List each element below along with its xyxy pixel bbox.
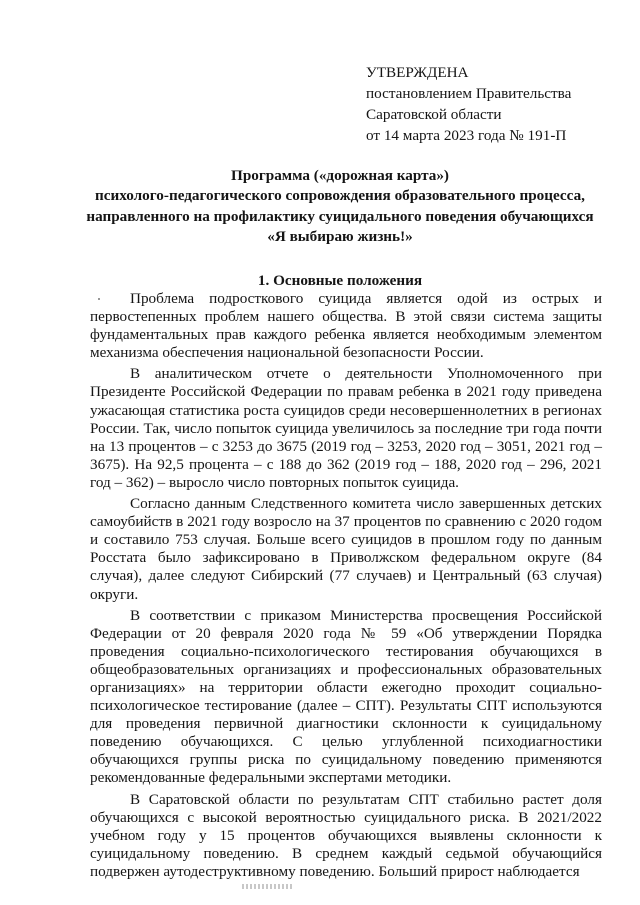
- approval-status: УТВЕРЖДЕНА: [366, 64, 469, 81]
- paragraph: В аналитическом отчете о деятельности Уполномоченного при Президенте Российской Федерации по правам ребенка в 2021 году приведена ужасающая статистика роста суицидов среди несовершеннолетних в регионах России. Так, число попыток суицида увеличилось за последние три года почти на 13 процентов – с 3253 до 3675 (2019 год – 3253, 2020 год – 3051, 2021 год – 3675). На 92,5 процента – с 188 до 362 (2019 год – 188, 2020 год – 296, 2021 год – 362) – выросло число повторных попыток суицида.: [90, 365, 602, 491]
- paragraph: В соответствии с приказом Министерства просвещения Российской Федерации от 20 февраля 2020 года № 59 «Об утверждении Порядка проведения социально-психологического тестирования обучающихся в общеобразовательных организациях и профессиональных образовательных организациях» на территории области ежегодно проходит социально-психологическое тестирование (далее – СПТ). Результаты СПТ используются для проведения первичной диагностики склонности к суицидальному поведению обучающихся. С целью углубленной психодиагностики обучающихся группы риска по суицидальному поведению применяются рекомендованные федеральными экспертами методики.: [90, 606, 602, 787]
- approval-block: [366, 62, 571, 146]
- scan-artifact: [242, 884, 294, 889]
- document-title: [70, 166, 610, 247]
- approval-region: Саратовской области: [366, 106, 502, 123]
- paragraph: В Саратовской области по результатам СПТ стабильно растет доля обучающихся с высокой вероятностью суицидального риска. В 2021/2022 учебном году у 15 процентов обучающихся выявлены склонности к суицидальному поведению. В среднем каждый седьмой обучающийся подвержен аутодеструктивному поведению. Больший прирост наблюдается: [90, 790, 602, 880]
- paragraph: Согласно данным Следственного комитета число завершенных детских самоубийств в 2021 году возросло на 37 процентов по сравнению с 2020 годом и составило 753 случая. Больше всего суицидов в прошлом году по данным Росстата было зафиксировано в Приволжском федеральном округе (84 случая), далее следуют Сибирский (77 случаев) и Центральный (63 случая) округи.: [90, 495, 602, 603]
- title-line-3: направленного на профилактику суицидального поведения обучающихся: [86, 207, 594, 225]
- title-line-1: Программа («дорожная карта»): [231, 167, 449, 184]
- title-line-2: психолого-педагогического сопровождения образовательного процесса,: [95, 187, 585, 205]
- document-body: [90, 290, 602, 881]
- approval-date-number: от 14 марта 2023 года № 191-П: [366, 127, 567, 144]
- approval-decree: постановлением Правительства: [366, 85, 572, 102]
- title-line-4: «Я выбираю жизнь!»: [267, 227, 413, 245]
- section-heading: 1. Основные положения: [257, 272, 423, 289]
- paragraph: Проблема подросткового суицида является одой из острых и первостепенных проблем нашего общества. В этой связи система защиты фундаментальных прав каждого ребенка является необходимым элементом механизма обеспечения национальной безопасности России.: [90, 290, 602, 362]
